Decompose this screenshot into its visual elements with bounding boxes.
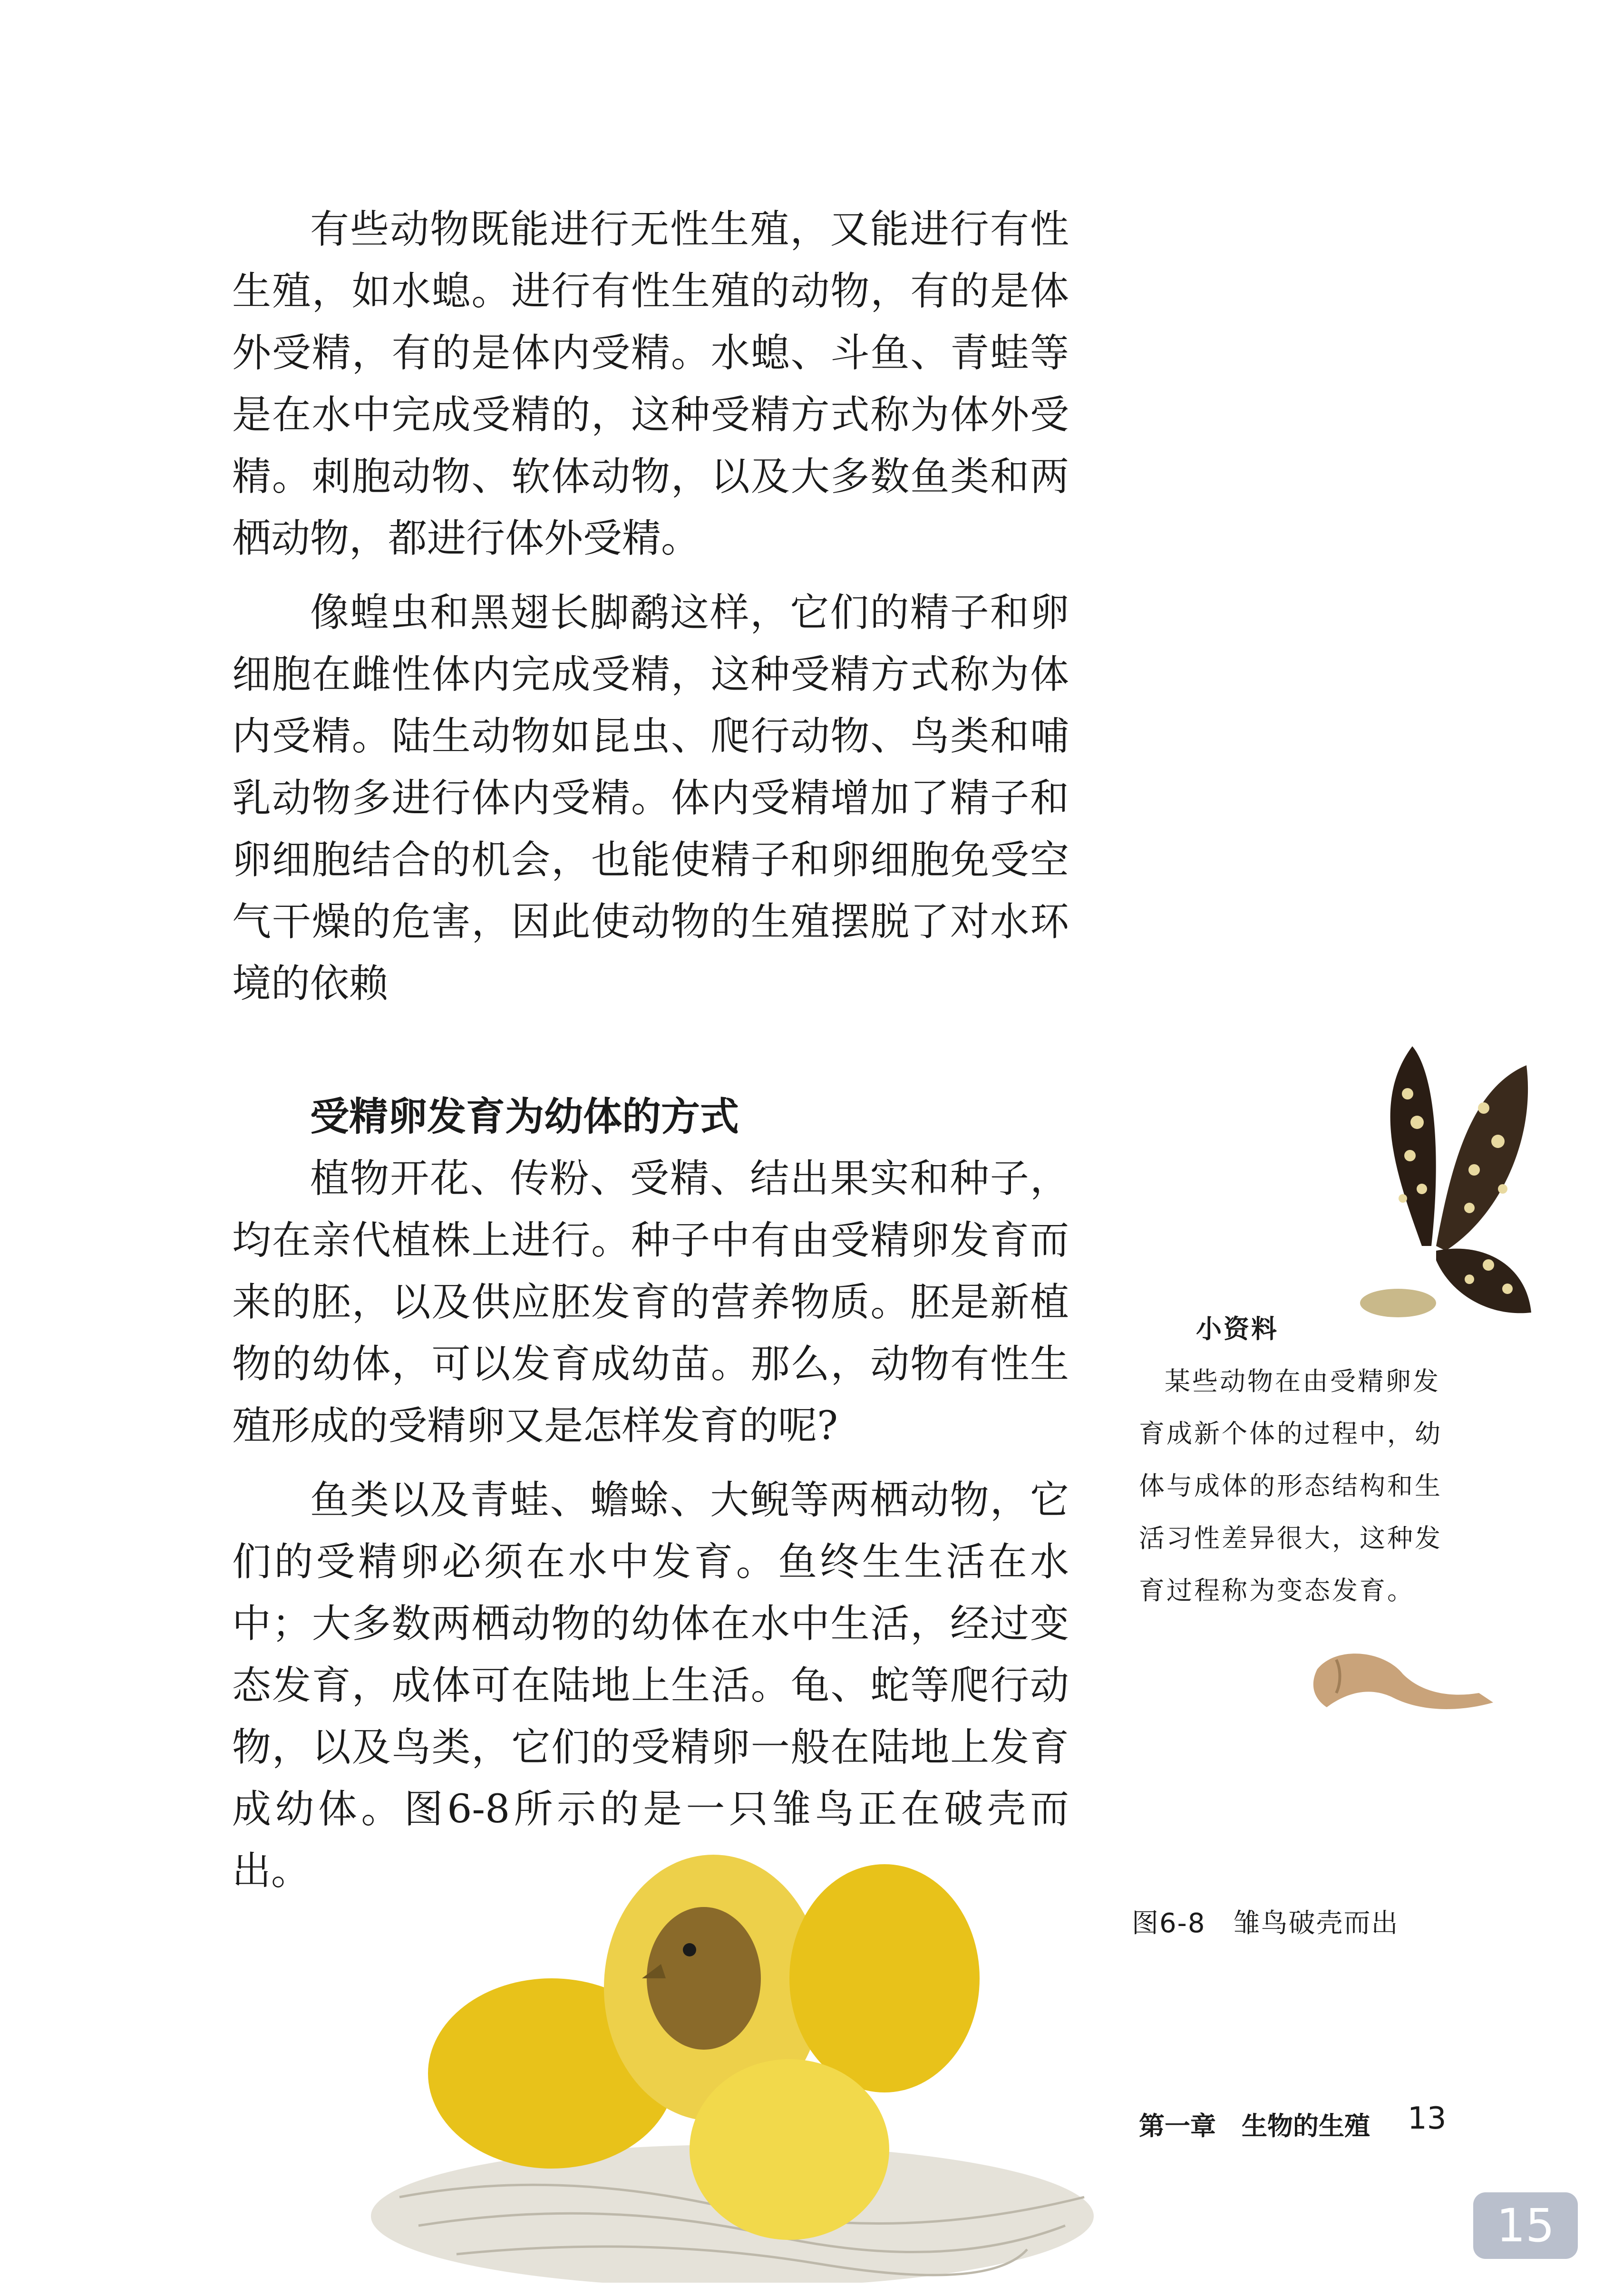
paragraph-4: 鱼类以及青蛙、蟾蜍、大鲵等两栖动物，它们的受精卵必须在水中发育。鱼终生生活在水中；大多数两栖动物的幼体在水中生活，经过变态发育，成体可在陆地上生活。龟、蛇等爬行动物，以及鸟类，它们的受精卵一般在陆地上发育成幼体。图6-8所示的是一只雏鸟正在破壳而出。 — [232, 1478, 1069, 1894]
footer-page-number: 13 — [1408, 2101, 1447, 2136]
main-text — [232, 199, 1069, 1902]
sidebar-title: 小资料 — [1196, 1314, 1279, 1344]
hatching-chick-illustration — [361, 1807, 1170, 2283]
footer-chapter: 第一章 生物的生殖 — [1139, 2111, 1370, 2141]
paragraph-1: 有些动物既能进行无性生殖，又能进行有性生殖，如水螅。进行有性生殖的动物，有的是体外受精，有的是体内受精。水螅、斗鱼、青蛙等是在水中完成受精的，这种受精方式称为体外受精。刺胞动物、软体动物，以及大多数鱼类和两栖动物，都进行体外受精。 — [232, 207, 1069, 561]
paragraph-3: 植物开花、传粉、受精、结出果实和种子，均在亲代植株上进行。种子中有由受精卵发育而来的胚，以及供应胚发育的营养物质。胚是新植物的幼体，可以发育成幼苗。那么，动物有性生殖形成的受精卵又是怎样发育的呢? — [232, 1156, 1069, 1449]
page-number-badge: 15 — [1473, 2192, 1578, 2259]
figure-caption: 图6-8 雏鸟破壳而出 — [1132, 1908, 1399, 1939]
sidebar-note — [1139, 1303, 1467, 1617]
paragraph-2: 像蝗虫和黑翅长脚鹬这样，它们的精子和卵细胞在雌性体内完成受精，这种受精方式称为体内受精。陆生动物如昆虫、爬行动物、鸟类和哺乳动物多进行体内受精。体内受精增加了精子和卵细胞结合的机会，也能使精子和卵细胞免受空气干燥的危害，因此使动物的生殖摆脱了对水环境的依赖 — [232, 590, 1069, 1006]
sidebar-body: 某些动物在由受精卵发育成新个体的过程中，幼体与成体的形态结构和生活习性差异很大，这种发育过程称为变态发育。 — [1139, 1366, 1442, 1605]
larva-illustration — [1308, 1641, 1498, 1726]
section-heading: 受精卵发育为幼体的方式 — [310, 1094, 739, 1139]
butterfly-illustration — [1327, 1037, 1536, 1322]
